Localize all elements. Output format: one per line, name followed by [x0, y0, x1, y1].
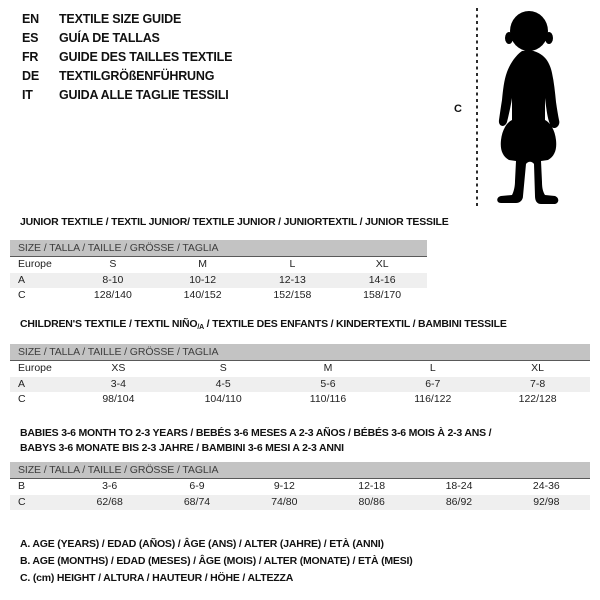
size-cell: 86/92 [445, 495, 473, 508]
language-row-fr [22, 48, 232, 67]
row-label: C [18, 495, 26, 508]
table-row [10, 273, 427, 289]
size-cell: L [289, 258, 296, 270]
size-cell: M [198, 258, 207, 270]
size-cell: 24-36 [532, 480, 560, 492]
children-title-text: / TEXTILE DES ENFANTS / KINDERTEXTIL / BAMBINI TESSILE [203, 318, 507, 330]
table-row [10, 257, 427, 273]
size-cell: 5-6 [320, 377, 336, 390]
language-label: TEXTILGRÖßENFÜHRUNG [59, 69, 215, 83]
table-row [10, 377, 590, 393]
row-label: A [18, 273, 26, 286]
size-cell: XL [531, 362, 545, 374]
size-cell: 3-4 [110, 377, 126, 390]
size-cell: 104/110 [204, 393, 242, 405]
legend-note-a: A. AGE (YEARS) / EDAD (AÑOS) / ÂGE (ANS) / ALTER (JAHRE) / ETÀ (ANNI) [20, 538, 384, 550]
language-code: ES [22, 31, 39, 45]
language-row-en [22, 10, 232, 29]
language-label: GUIDE DES TAILLES TEXTILE [59, 50, 233, 64]
size-cell: 12-18 [358, 480, 386, 492]
size-cell: 62/68 [96, 495, 123, 508]
children-table-header: SIZE / TALLA / TAILLE / GRÖSSE / TAGLIA [10, 344, 590, 361]
junior-size-table [10, 240, 427, 304]
table-row [10, 479, 590, 495]
size-cell: 158/170 [363, 289, 402, 301]
size-cell: 18-24 [445, 480, 473, 492]
junior-section-title: JUNIOR TEXTILE / TEXTIL JUNIOR/ TEXTILE JUNIOR / JUNIORTEXTIL / JUNIOR TESSILE [20, 216, 449, 228]
babies-table-header: SIZE / TALLA / TAILLE / GRÖSSE / TAGLIA [10, 462, 590, 479]
size-cell: XL [375, 258, 389, 270]
size-cell: 7-8 [530, 377, 546, 390]
size-cell: 12-13 [278, 273, 306, 286]
size-cell: 80/86 [358, 495, 385, 508]
size-cell: 140/152 [183, 289, 222, 301]
row-label: C [18, 393, 26, 405]
language-row-de [22, 67, 232, 86]
row-label: B [18, 480, 26, 492]
size-cell: 8-10 [102, 273, 124, 286]
size-cell: S [219, 362, 227, 374]
height-marker-label: C [454, 103, 462, 115]
size-cell: 92/98 [533, 495, 560, 508]
table-row [10, 361, 590, 377]
size-cell: 6-7 [425, 377, 441, 390]
size-cell: S [109, 258, 117, 270]
toddler-silhouette-image [484, 10, 564, 206]
size-cell: 3-6 [102, 480, 118, 492]
legend-note-c: C. (cm) HEIGHT / ALTURA / HAUTEUR / HÖHE / ALTEZZA [20, 572, 294, 584]
table-row [10, 288, 427, 304]
size-cell: 98/104 [102, 393, 135, 405]
size-cell: M [323, 362, 333, 374]
size-cell: 10-12 [189, 273, 217, 286]
table-row [10, 495, 590, 511]
language-code: FR [22, 50, 39, 64]
row-label: A [18, 377, 26, 390]
language-code: EN [22, 12, 39, 26]
size-cell: 152/158 [273, 289, 312, 301]
size-cell: 6-9 [189, 480, 205, 492]
legend-note-b: B. AGE (MONTHS) / EDAD (MESES) / ÂGE (MOIS) / ALTER (MONATE) / ETÀ (MESI) [20, 555, 413, 567]
row-label: Europe [18, 258, 52, 270]
row-label: Europe [18, 362, 52, 374]
children-section-title [20, 317, 507, 335]
size-cell: 116/122 [414, 393, 452, 405]
legend-notes [20, 536, 413, 587]
size-cell: 68/74 [183, 495, 211, 508]
language-label: GUÍA DE TALLAS [59, 31, 160, 45]
table-row [10, 392, 590, 408]
babies-size-table [10, 462, 590, 510]
size-cell: 74/80 [271, 495, 298, 508]
size-cell: 122/128 [518, 393, 557, 405]
babies-section-title [20, 426, 491, 456]
size-cell: 110/116 [309, 393, 347, 405]
size-cell: 9-12 [273, 480, 295, 492]
children-title-text: CHILDREN'S TEXTILE / TEXTIL NIÑO [20, 318, 198, 330]
babies-title-line2: BABYS 3-6 MONATE BIS 2-3 JAHRE / BAMBINI 3-6 MESI A 2-3 ANNI [20, 442, 344, 454]
language-label: GUIDA ALLE TAGLIE TESSILI [59, 88, 229, 102]
row-label: C [18, 289, 26, 301]
junior-table-header: SIZE / TALLA / TAILLE / GRÖSSE / TAGLIA [10, 240, 427, 257]
size-cell: 14-16 [368, 273, 396, 286]
language-list [22, 10, 232, 105]
language-code: DE [22, 69, 39, 83]
size-cell: XS [111, 362, 126, 374]
language-label: TEXTILE SIZE GUIDE [59, 12, 182, 26]
children-title-subscript: /A [197, 324, 204, 331]
language-row-it [22, 86, 232, 105]
size-cell: L [429, 362, 436, 374]
babies-title-line1: BABIES 3-6 MONTH TO 2-3 YEARS / BEBÉS 3-6 MESES A 2-3 AÑOS / BÉBÉS 3-6 MOIS À 2-3 ANS / [20, 427, 492, 439]
size-cell: 4-5 [215, 377, 231, 390]
language-row-es [22, 29, 232, 48]
size-cell: 128/140 [93, 289, 132, 301]
language-code: IT [22, 88, 33, 102]
children-size-table [10, 344, 590, 408]
height-measure-dotted-line [476, 8, 478, 208]
